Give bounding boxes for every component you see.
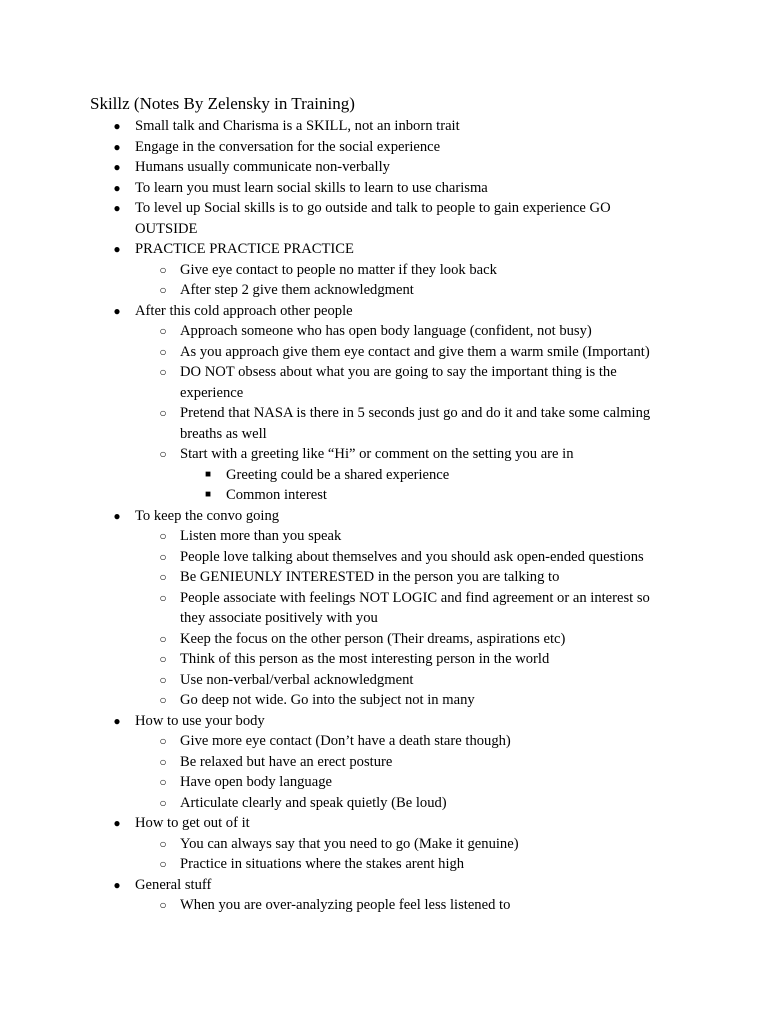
list-item-level-3 <box>0 485 666 506</box>
document-title: Skillz (Notes By Zelensky in Training) <box>90 94 355 113</box>
list-item-text: After this cold approach other people <box>135 302 353 319</box>
list-item-level-2 <box>0 854 670 875</box>
bullet-square-icon: ■ <box>204 489 212 500</box>
list-item-level-2 <box>0 321 670 342</box>
bullet-disc-icon: ● <box>113 816 121 830</box>
list-item-level-2 <box>0 772 670 793</box>
list-item-level-2 <box>0 629 670 650</box>
list-item-text: How to get out of it <box>135 815 250 831</box>
list-item-level-1 <box>0 157 635 178</box>
list-item-level-1 <box>0 301 635 322</box>
bullet-circle-icon: ○ <box>159 672 167 687</box>
list-item-text: After step 2 give them acknowledgment <box>180 282 414 298</box>
bullet-circle-icon: ○ <box>159 590 167 605</box>
list-item-level-1 <box>0 875 635 896</box>
bullet-circle-icon: ○ <box>159 795 167 810</box>
list-item-text: To keep the convo going <box>135 507 280 524</box>
list-item-text: People love talking about themselves and you should ask open-ended questions <box>180 548 644 565</box>
list-item-text: Use non-verbal/verbal acknowledgment <box>180 671 414 688</box>
bullet-disc-icon: ● <box>113 201 121 215</box>
bullet-disc-icon: ● <box>113 180 121 195</box>
bullet-circle-icon: ○ <box>159 549 167 564</box>
bullet-square-icon: ■ <box>204 468 212 480</box>
list-item-level-1 <box>0 178 635 199</box>
list-item-level-2 <box>0 567 670 588</box>
list-item-level-2 <box>0 547 670 568</box>
list-item-text: Think of this person as the most interesting person in the world <box>180 651 550 667</box>
list-item-level-1 <box>0 813 635 834</box>
list-item-text: Listen more than you speak <box>180 528 342 544</box>
bullet-circle-icon: ○ <box>159 754 167 769</box>
list-item-text: People associate with feelings NOT LOGIC and find agreement or an interest so they associate positively with you <box>180 589 650 626</box>
bullet-circle-icon: ○ <box>159 898 167 912</box>
list-item-level-2 <box>0 444 670 465</box>
list-item-level-2 <box>0 670 670 691</box>
list-item-text: General stuff <box>135 876 212 893</box>
list-item-text: To level up Social skills is to go outside and talk to people to gain experience GO OUTSIDE <box>135 200 611 237</box>
list-item-text: Give eye contact to people no matter if they look back <box>180 261 497 278</box>
bullet-disc-icon: ● <box>113 508 121 523</box>
list-item-text: Humans usually communicate non-verbally <box>135 159 390 175</box>
bullet-disc-icon: ● <box>113 242 121 256</box>
list-item-text: Be relaxed but have an erect posture <box>180 753 393 770</box>
bullet-disc-icon: ● <box>113 303 121 318</box>
list-item-text: To learn you must learn social skills to learn to use charisma <box>135 179 488 196</box>
list-item-level-1 <box>0 239 635 260</box>
list-item-text: Practice in situations where the stakes arent high <box>180 856 465 872</box>
list-item-level-2 <box>0 690 670 711</box>
list-item-text: Articulate clearly and speak quietly (Be loud) <box>180 794 447 811</box>
bullet-circle-icon: ○ <box>159 324 167 338</box>
bullet-circle-icon: ○ <box>159 652 167 666</box>
list-item-level-2 <box>0 752 670 773</box>
list-item-level-2 <box>0 731 670 752</box>
notes-list <box>0 116 768 916</box>
bullet-circle-icon: ○ <box>159 775 167 789</box>
list-item-text: Go deep not wide. Go into the subject not in many <box>180 692 475 708</box>
bullet-disc-icon: ● <box>113 877 121 892</box>
list-item-text: Engage in the conversation for the social experience <box>135 138 441 155</box>
bullet-disc-icon: ● <box>113 713 121 728</box>
bullet-disc-icon: ● <box>113 119 121 133</box>
bullet-circle-icon: ○ <box>159 693 167 707</box>
list-item-text: Be GENIEUNLY INTERESTED in the person you are talking to <box>180 569 560 585</box>
list-item-level-2 <box>0 649 670 670</box>
bullet-circle-icon: ○ <box>159 283 167 297</box>
bullet-circle-icon: ○ <box>159 365 167 379</box>
list-item-text: Greeting could be a shared experience <box>226 466 450 483</box>
list-item-text: Have open body language <box>180 774 332 790</box>
bullet-disc-icon: ● <box>113 160 121 174</box>
bullet-circle-icon: ○ <box>159 406 167 420</box>
list-item-level-2 <box>0 793 670 814</box>
bullet-circle-icon: ○ <box>159 570 167 584</box>
list-item-text: DO NOT obsess about what you are going to say the important thing is the experience <box>180 364 617 401</box>
list-item-level-1 <box>0 116 635 137</box>
bullet-circle-icon: ○ <box>159 529 167 543</box>
bullet-circle-icon: ○ <box>159 447 167 461</box>
list-item-text: Give more eye contact (Don’t have a death stare though) <box>180 733 511 749</box>
list-item-level-2 <box>0 895 670 916</box>
list-item-level-2 <box>0 260 670 281</box>
list-item-text: Common interest <box>226 487 327 503</box>
bullet-circle-icon: ○ <box>159 836 167 851</box>
list-item-level-2 <box>0 526 670 547</box>
list-item-text: How to use your body <box>135 712 265 729</box>
list-item-level-2 <box>0 342 670 363</box>
list-item-level-3 <box>0 465 666 486</box>
list-item-level-2 <box>0 280 670 301</box>
bullet-circle-icon: ○ <box>159 631 167 646</box>
list-item-text: Keep the focus on the other person (Their dreams, aspirations etc) <box>180 630 566 647</box>
list-item-level-1 <box>0 198 635 239</box>
list-item-level-1 <box>0 711 635 732</box>
bullet-circle-icon: ○ <box>159 857 167 871</box>
bullet-disc-icon: ● <box>113 139 121 154</box>
list-item-text: As you approach give them eye contact and give them a warm smile (Important) <box>180 343 650 360</box>
list-item-level-1 <box>0 506 635 527</box>
list-item-level-2 <box>0 362 670 403</box>
list-item-text: Approach someone who has open body language (confident, not busy) <box>180 323 592 339</box>
bullet-circle-icon: ○ <box>159 734 167 748</box>
list-item-text: You can always say that you need to go (Make it genuine) <box>180 835 519 852</box>
list-item-text: Small talk and Charisma is a SKILL, not an inborn trait <box>135 118 460 134</box>
list-item-text: PRACTICE PRACTICE PRACTICE <box>135 241 354 257</box>
bullet-circle-icon: ○ <box>159 262 167 277</box>
list-item-level-2 <box>0 403 670 444</box>
list-item-text: When you are over-analyzing people feel less listened to <box>180 897 511 913</box>
list-item-level-2 <box>0 834 670 855</box>
list-item-level-2 <box>0 588 670 629</box>
list-item-level-1 <box>0 137 635 158</box>
list-item-text: Start with a greeting like “Hi” or comment on the setting you are in <box>180 446 574 462</box>
bullet-circle-icon: ○ <box>159 344 167 359</box>
list-item-text: Pretend that NASA is there in 5 seconds just go and do it and take some calming breaths as well <box>180 405 651 442</box>
